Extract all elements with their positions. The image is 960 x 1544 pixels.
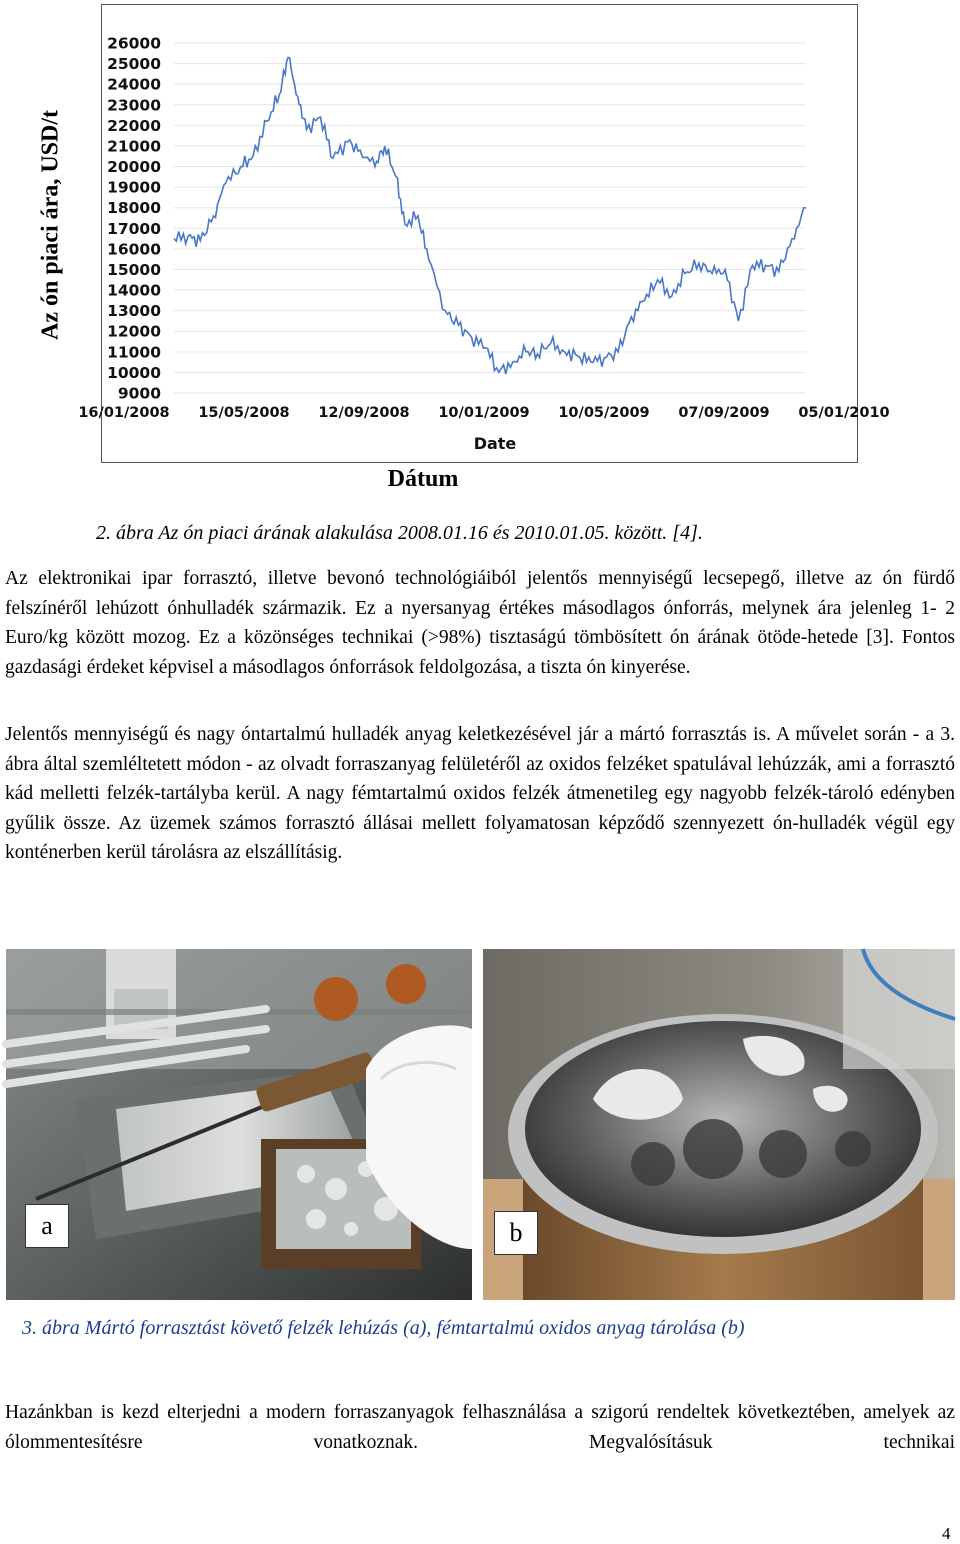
- y-tick-label: 21000: [107, 137, 161, 156]
- figure-2-caption: 2. ábra Az ón piaci árának alakulása 2008.01.16 és 2010.01.05. között. [4].: [96, 522, 703, 544]
- paragraph-1: [5, 564, 955, 682]
- figure-3-caption: 3. ábra Mártó forrasztást követő felzék lehúzás (a), fémtartalmú oxidos anyag tárolása (b): [22, 1317, 745, 1339]
- photo-b-label: b: [494, 1211, 538, 1255]
- y-tick-label: 11000: [107, 343, 161, 362]
- x-tick-label: 15/05/2008: [198, 405, 290, 421]
- x-tick-label: 10/05/2009: [558, 405, 650, 421]
- photo-dross-skimming: [6, 949, 472, 1300]
- y-tick-labels: [107, 35, 161, 403]
- y-tick-label: 26000: [107, 34, 161, 53]
- y-tick-label: 12000: [107, 322, 161, 341]
- y-tick-label: 25000: [107, 55, 161, 74]
- y-tick-label: 20000: [107, 158, 161, 177]
- x-tick-label: 16/01/2008: [78, 405, 170, 421]
- y-tick-label: 19000: [107, 178, 161, 197]
- paragraph-1-text: Az elektronikai ipar forrasztó, illetve bevonó technológiáiból jelentős mennyiségű lecsepegő, illetve az ón fürdő felszínéről lehúzott ónhulladék származik. Ez a nyersanyag értékes másodlagos ónforrás, melynek ára jelenleg 1- 2 Euro/kg között mozog. Ez a közönséges technikai (>98%) tisztaságú tömbösített ón árának ötöde-hetede [3]. Fontos gazdasági érdeket képvisel a másodlagos ónforrások feldolgozása, a tiszta ón kinyerése.: [5, 568, 955, 678]
- x-tick-labels: [78, 405, 889, 421]
- photo-dross-container: [483, 949, 955, 1300]
- y-axis-outer-label: Az ón piaci ára, USD/t: [37, 110, 64, 340]
- y-tick-label: 9000: [117, 384, 161, 403]
- x-axis-outer-label: Dátum: [387, 466, 459, 492]
- x-tick-label: 07/09/2009: [678, 405, 770, 421]
- paragraph-2-text: Jelentős mennyiségű és nagy óntartalmú hulladék anyag keletkezésével jár a mártó forrasztás is. A művelet során - a 3. ábra által szemléltetett módon - az olvadt forraszanyag felületéről az oxidos felzéket spatulával lehúzzák, ami a forrasztó kád melletti felzék-tartályba kerül. A nagy fémtartalmú oxidos felzék átmenetileg egy nagyobb felzék-tároló edényben gyűlik össze. Az üzemek számos forrasztó állásai mellett folyamatosan képződő szennyezett ón-hulladék végül egy konténerben kerül tárolásra az elszállításig.: [5, 724, 955, 863]
- y-tick-label: 15000: [107, 260, 161, 279]
- y-tick-label: 18000: [107, 199, 161, 218]
- y-tick-label: 14000: [107, 281, 161, 300]
- y-tick-label: 23000: [107, 96, 161, 115]
- y-tick-label: 16000: [107, 240, 161, 259]
- y-tick-label: 17000: [107, 219, 161, 238]
- y-tick-label: 10000: [107, 363, 161, 382]
- photo-a-label: a: [25, 1204, 69, 1248]
- x-tick-label: 05/01/2010: [798, 405, 890, 421]
- y-tick-label: 13000: [107, 302, 161, 321]
- x-tick-label: 12/09/2008: [318, 405, 410, 421]
- x-axis-label: Date: [473, 434, 517, 453]
- paragraph-3-text: Hazánkban is kezd elterjedni a modern forraszanyagok felhasználása a szigorú rendeltek következtében, amelyek az ólommentesítésre vonatkoznak. Megvalósításuk technikai: [5, 1402, 955, 1453]
- x-tick-label: 10/01/2009: [438, 405, 530, 421]
- page-number: 4: [942, 1524, 951, 1543]
- y-tick-label: 22000: [107, 116, 161, 135]
- paragraph-3: [5, 1398, 955, 1457]
- chart-grid: [174, 43, 806, 393]
- price-chart: [78, 4, 890, 463]
- y-tick-label: 24000: [107, 75, 161, 94]
- paragraph-2: [5, 720, 955, 868]
- chart-svg: [78, 5, 890, 464]
